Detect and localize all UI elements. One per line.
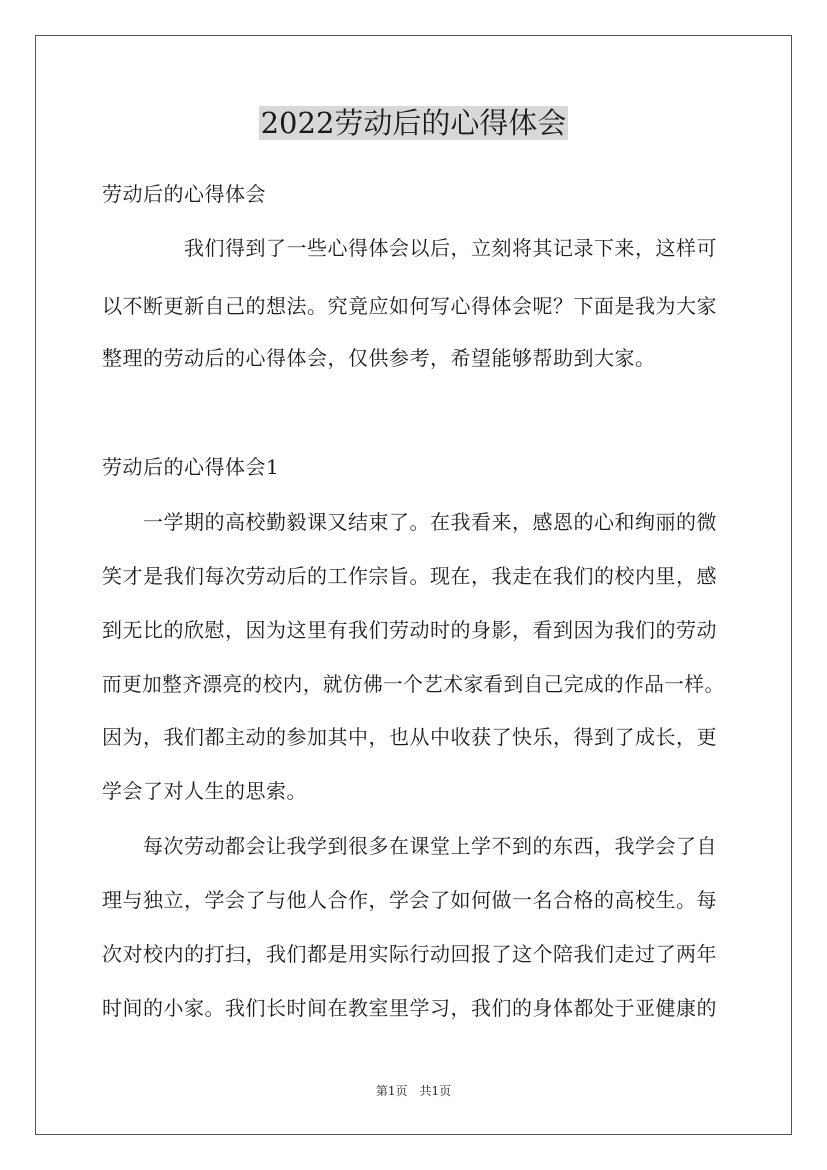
paragraph2-line-1: 每次劳动都会让我学到很多在课堂上学不到的东西，我学会了自	[143, 834, 717, 858]
paragraph1-line-3: 到无比的欣慰，因为这里有我们劳动时的身影，看到因为我们的劳动	[102, 618, 717, 642]
subtitle: 劳动后的心得体会	[102, 182, 266, 206]
intro-line-1: 我们得到了一些心得体会以后，立刻将其记录下来，这样可	[184, 236, 717, 260]
document-title	[0, 103, 827, 143]
paragraph1-line-1: 一学期的高校勤毅课又结束了。在我看来，感恩的心和绚丽的微	[143, 510, 717, 534]
paragraph1-line-5: 因为，我们都主动的参加其中，也从中收获了快乐，得到了成长，更	[102, 725, 717, 749]
intro-line-2: 以不断更新自己的想法。究竟应如何写心得体会呢？下面是我为大家	[102, 294, 717, 318]
intro-line-3: 整理的劳动后的心得体会，仅供参考，希望能够帮助到大家。	[102, 346, 656, 370]
paragraph2-line-2: 理与独立，学会了与他人合作，学会了如何做一名合格的高校生。每	[102, 888, 717, 912]
paragraph1-line-4: 而更加整齐漂亮的校内，就仿佛一个艺术家看到自己完成的作品一样。	[102, 672, 725, 696]
document-title-text: 2022劳动后的心得体会	[260, 106, 567, 140]
page-footer: 第1页 共1页	[375, 1084, 452, 1098]
section-heading: 劳动后的心得体会1	[102, 455, 280, 479]
paragraph1-line-6: 学会了对人生的思索。	[102, 779, 307, 803]
paragraph2-line-3: 次对校内的打扫，我们都是用实际行动回报了这个陪我们走过了两年	[102, 942, 717, 966]
paragraph1-line-2: 笑才是我们每次劳动后的工作宗旨。现在，我走在我们的校内里，感	[102, 564, 717, 588]
paragraph2-line-4: 时间的小家。我们长时间在教室里学习，我们的身体都处于亚健康的	[102, 996, 717, 1020]
